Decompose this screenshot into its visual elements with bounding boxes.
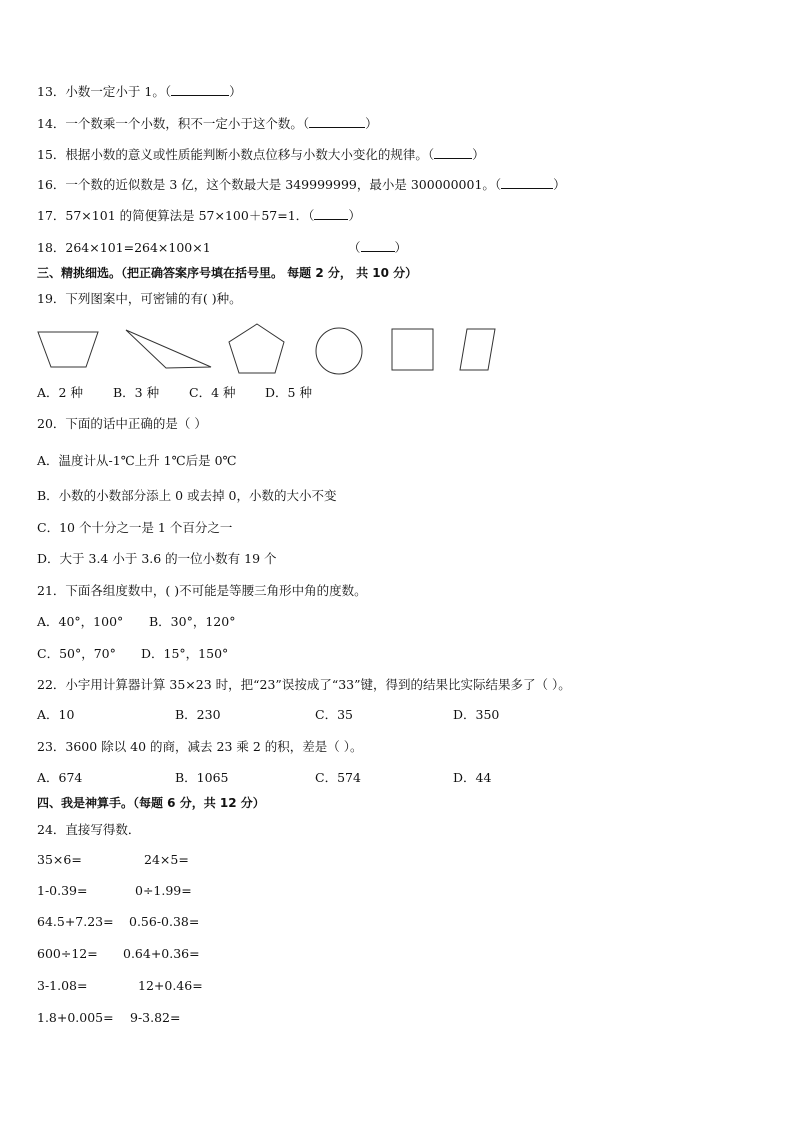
calc-item: 3-1.08=	[37, 978, 88, 993]
question-21-stem: 21．下面各组度数中，( )不可能是等腰三角形中角的度数。	[37, 583, 367, 598]
answer-blank[interactable]	[361, 240, 395, 252]
option-c[interactable]: C．35	[315, 707, 353, 722]
calc-item: 0.64+0.36=	[123, 946, 200, 961]
option-a[interactable]: A．温度计从-1℃上升 1℃后是 0℃	[37, 453, 237, 468]
section-3-heading: 三、精挑细选。（把正确答案序号填在括号里。 每题 2 分， 共 10 分）	[37, 266, 418, 280]
option-c[interactable]: C．10 个十分之一是 1 个百分之一	[37, 520, 233, 535]
question-18	[37, 240, 211, 256]
question-17-text: 17．57×101 的简便算法是 57×100＋57=1．（	[37, 208, 315, 223]
calc-item: 0÷1.99=	[135, 883, 192, 898]
option-a[interactable]: A．40°，100°	[37, 614, 124, 629]
option-c[interactable]: C．574	[315, 770, 361, 785]
calc-item: 1-0.39=	[37, 883, 88, 898]
question-22-stem: 22．小宇用计算器计算 35×23 时，把“23”误按成了“33”键，得到的结果比实际结果多了（ ）。	[37, 677, 571, 692]
option-b[interactable]: B．30°，120°	[149, 614, 236, 629]
question-15	[37, 147, 485, 163]
question-24-stem: 24．直接写得数．	[37, 822, 141, 837]
question-16-text: 16．一个数的近似数是 3 亿，这个数最大是 349999999，最小是 300000001。（	[37, 177, 502, 192]
answer-blank[interactable]	[314, 208, 348, 220]
question-14-text: 14．一个数乘一个小数，积不一定小于这个数。（	[37, 116, 310, 131]
option-d[interactable]: D．350	[453, 707, 500, 722]
paren-close: ）	[365, 116, 378, 131]
option-b[interactable]: B．230	[175, 707, 221, 722]
section-4-heading: 四、我是神算手。（每题 6 分，共 12 分）	[37, 796, 265, 810]
square-icon	[392, 329, 433, 370]
question-15-text: 15．根据小数的意义或性质能判断小数点位移与小数大小变化的规律。（	[37, 147, 435, 162]
question-17	[37, 208, 361, 224]
question-20-stem: 20．下面的话中正确的是（ ）	[37, 416, 207, 431]
question-16	[37, 177, 566, 193]
option-c[interactable]: C．4 种	[189, 385, 236, 400]
paren-close: ）	[229, 84, 242, 99]
question-13-text: 13．小数一定小于 1。（	[37, 84, 172, 99]
option-a[interactable]: A．674	[37, 770, 83, 785]
option-b[interactable]: B．1065	[175, 770, 229, 785]
answer-blank[interactable]	[309, 116, 365, 128]
question-23-stem: 23．3600 除以 40 的商，减去 23 乘 2 的积，差是（ ）。	[37, 739, 363, 754]
question-18-paren	[348, 240, 407, 256]
paren-close: ）	[553, 177, 566, 192]
calc-item: 600÷12=	[37, 946, 98, 961]
answer-blank[interactable]	[171, 84, 229, 96]
option-b[interactable]: B．小数的小数部分添上 0 或去掉 0，小数的大小不变	[37, 488, 337, 503]
option-c[interactable]: C．50°，70°	[37, 646, 116, 661]
option-d[interactable]: D．15°，150°	[141, 646, 229, 661]
calc-item: 24×5=	[144, 852, 189, 867]
option-d[interactable]: D．44	[453, 770, 492, 785]
triangle-icon	[126, 330, 211, 368]
paren-close: ）	[348, 208, 361, 223]
question-18-text: 18．264×101=264×100×1	[37, 240, 211, 255]
paren-close: ）	[472, 147, 485, 162]
circle-icon	[316, 328, 362, 374]
question-19-shapes	[30, 320, 510, 382]
calc-item: 35×6=	[37, 852, 82, 867]
calc-item: 0.56-0.38=	[129, 914, 200, 929]
parallelogram-icon	[460, 329, 495, 370]
option-d[interactable]: D．5 种	[265, 385, 312, 400]
calc-item: 64.5+7.23=	[37, 914, 114, 929]
paren-close: ）	[394, 240, 408, 255]
option-b[interactable]: B．3 种	[113, 385, 160, 400]
trapezoid-icon	[38, 332, 98, 367]
answer-blank[interactable]	[501, 177, 553, 189]
calc-item: 9-3.82=	[130, 1010, 181, 1025]
calc-item: 12+0.46=	[138, 978, 203, 993]
question-13	[37, 84, 242, 100]
answer-blank[interactable]	[434, 147, 472, 159]
question-19-stem: 19．下列图案中，可密铺的有( )种。	[37, 291, 242, 306]
option-a[interactable]: A．2 种	[37, 385, 83, 400]
pentagon-icon	[229, 324, 284, 373]
calc-item: 1.8+0.005=	[37, 1010, 114, 1025]
option-a[interactable]: A．10	[37, 707, 75, 722]
question-14	[37, 116, 378, 132]
paren-open: （	[348, 240, 361, 255]
option-d[interactable]: D．大于 3.4 小于 3.6 的一位小数有 19 个	[37, 551, 277, 566]
